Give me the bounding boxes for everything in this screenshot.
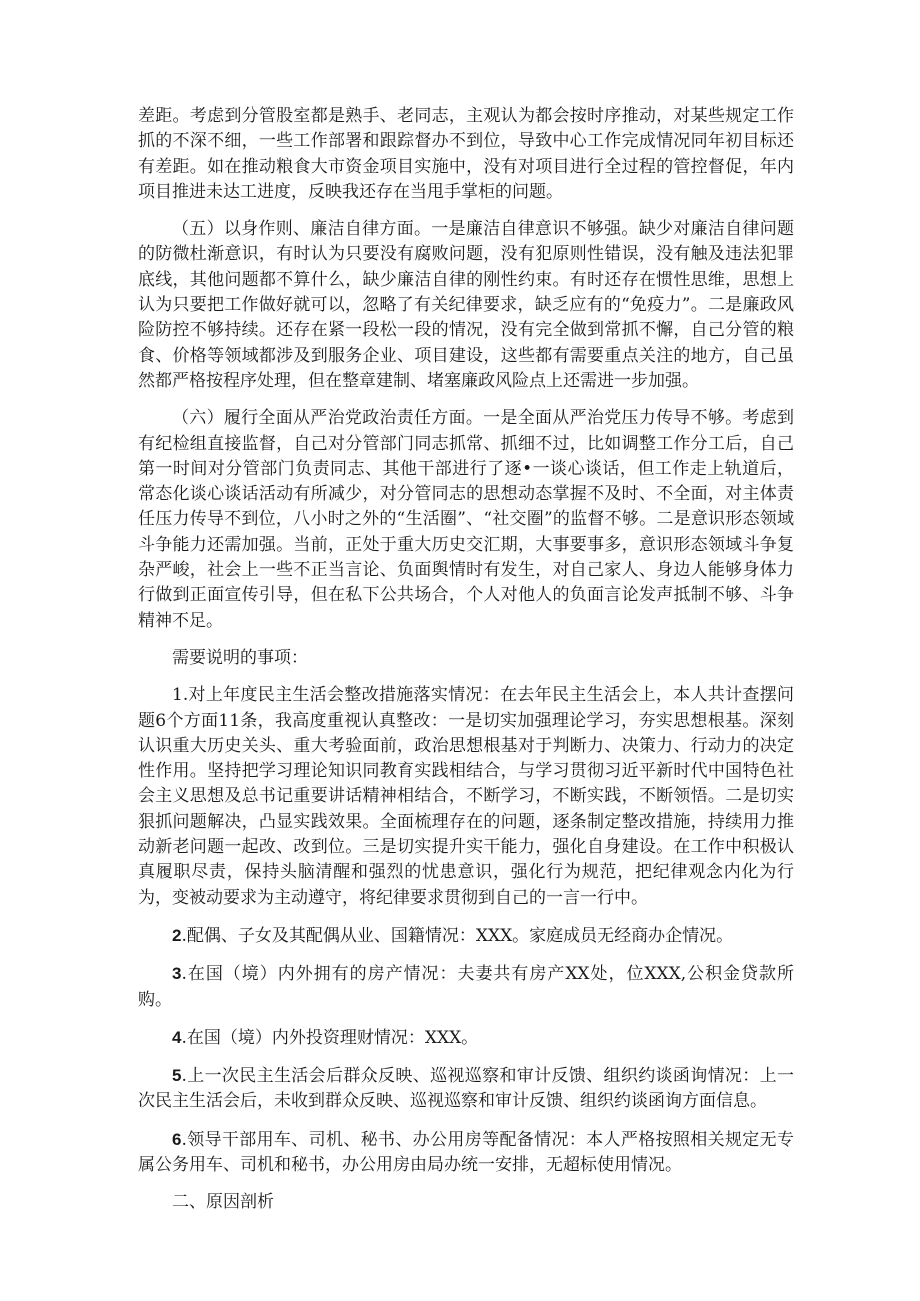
section-heading-cause-analysis: 二、原因剖析	[172, 1192, 274, 1213]
item-1-rectification: 1.对上年度民主生活会整改措施落实情况：在去年民主生活会上，本人共计查摆问题6个方面11条，我高度重视认真整改：一是切实加强理论学习，夯实思想根基。深刻认识重大历史关头、重大考验面前，政治思想根基对于判断力、决策力、行动力的决定性作用。坚持把学习理论知识同教育实践相结合，与学习贯彻习近平新时代中国特色社会主义思想及总书记重要讲话精神相结合，不断学习，不断实践，不断领悟。二是切实狠抓问题解决，凸显实践效果。全面梳理存在的问题，逐条制定整改措施，持续用力推动新老问题一起改、改到位。三是切实提升实干能力，强化自身建设。在工作中积极认真履职尽责，保持头脑清醒和强烈的忧患意识，强化行为规范，把纪律观念内化为行为，变被动要求为主动遵守，将纪律要求贯彻到自己的一言一行中。	[138, 685, 794, 908]
paragraph-1: 差距。考虑到分管股室都是熟手、老同志，主观认为都会按时序推动，对某些规定工作抓的不深不细，一些工作部署和跟踪督办不到位，导致中心工作完成情况同年初目标还有差距。如在推动粮食大市资金项目实施中，没有对项目进行全过程的管控督促，年内项目推进未达工进度，反映我还存在当甩手掌柜的问题。	[138, 106, 794, 202]
item-4-investments	[138, 1025, 794, 1051]
item-number: 6	[172, 1129, 182, 1149]
item-text: .在国（境）内外投资理财情况：XXX。	[181, 1027, 479, 1048]
item-text: .在国（境）内外拥有的房产情况：夫妻共有房产XX处，位XXX,公积金贷款所购。	[138, 964, 794, 1010]
paragraph-integrity-self-discipline: （五）以身作则、廉洁自律方面。一是廉洁自律意识不够强。缺少对廉洁自律问题的防微杜渐意识，有时认为只要没有腐败问题，没有犯原则性错误，没有触及违法犯罪底线，其他问题都不算什么，缺少廉洁自律的刚性约束。有时还存在惯性思维，思想上认为只要把工作做好就可以，忽略了有关纪律要求，缺乏应有的“免疫力”。二是廉政风险防控不够持续。还存在紧一段松一段的情况，没有完全做到常抓不懈，自己分管的粮食、价格等领域都涉及到服务企业、项目建设，这些都有需要重点关注的地方，自己虽然都严格按程序处理，但在整章建制、堵塞廉政风险点上还需进一步加强。	[138, 219, 794, 391]
item-number: 4	[172, 1027, 182, 1047]
section-heading-notes: 需要说明的事项：	[172, 647, 308, 668]
paragraph-party-governance: （六）履行全面从严治党政治责任方面。一是全面从严治党压力传导不够。考虑到有纪检组直接监督，自己对分管部门同志抓常、抓细不过，比如调整工作分工后，自己第一时间对分管部门负责同志、其他干部进行了逐•一谈心谈话，但工作走上轨道后，常态化谈心谈话活动有所减少，对分管同志的思想动态掌握不及时、不全面，对主体责任压力传导不到位，八小时之外的“生活圈”、“社交圈”的监督不够。二是意识形态领域斗争能力还需加强。当前，正处于重大历史交汇期，大事要事多，意识形态领域斗争复杂严峻，社会上一些不正当言论、负面舆情时有发生，对自己家人、身边人能够身体力行做到正面宣传引导，但在私下公共场合，个人对他人的负面言论发声抵制不够、斗争精神不足。	[138, 408, 794, 631]
item-number: 2	[172, 925, 182, 945]
item-text: .上一次民主生活会后群众反映、巡视巡察和审计反馈、组织约谈函询情况：上一次民主生活会后，未收到群众反映、巡视巡察和审计反馈、组织约谈函询方面信息。	[138, 1066, 794, 1112]
item-number: 3	[172, 964, 182, 984]
item-number: 5	[172, 1066, 182, 1086]
item-2-family-employment	[138, 923, 794, 949]
item-text: .配偶、子女及其配偶从业、国籍情况：XXX。家庭成员无经商办企情况。	[181, 925, 734, 946]
document-body	[138, 104, 794, 1228]
item-text: .领导干部用车、司机、秘书、办公用房等配备情况：本人严格按照相关规定无专属公务用车、司机和秘书，办公用房由局办统一安排，无超标使用情况。	[138, 1129, 794, 1175]
item-6-vehicles-office	[138, 1127, 794, 1179]
item-3-real-estate	[138, 961, 794, 1013]
item-5-feedback	[138, 1063, 794, 1115]
